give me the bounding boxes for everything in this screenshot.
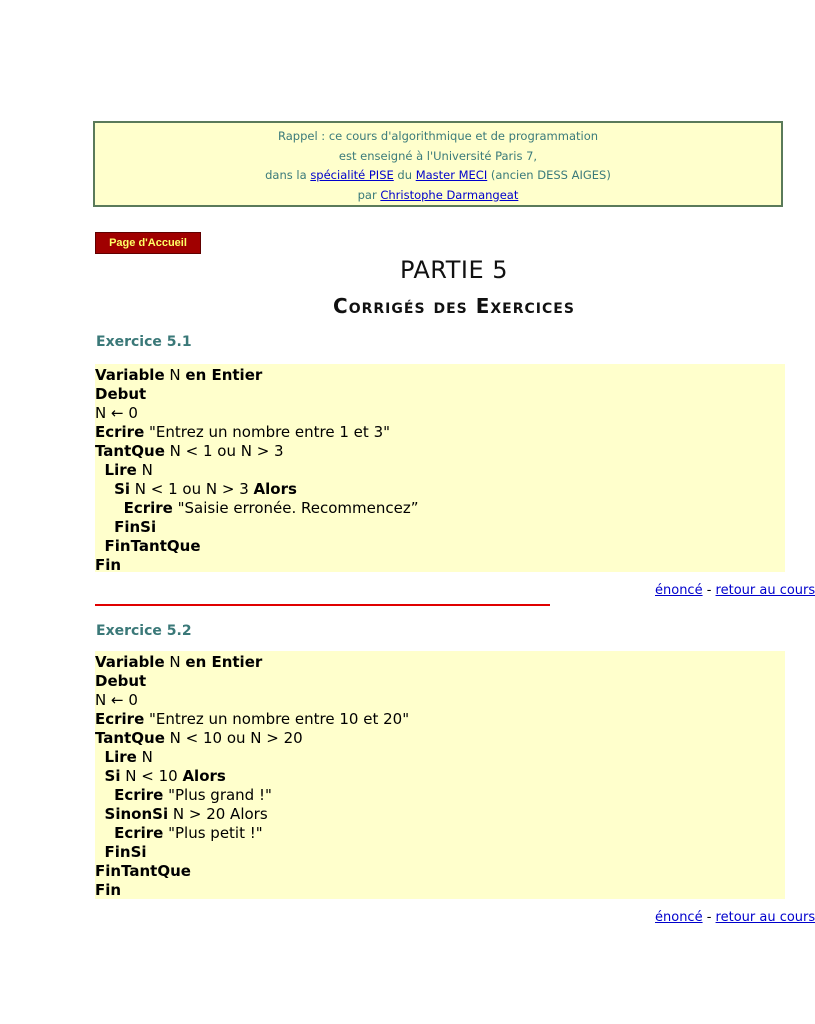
- code-keyword: Ecrire: [95, 423, 145, 441]
- code-line: [95, 385, 785, 404]
- code-text: N < 10: [120, 767, 183, 785]
- code-keyword: TantQue: [95, 442, 165, 460]
- code-block: [95, 651, 785, 899]
- code-line: [95, 748, 785, 767]
- exercise-nav: [655, 583, 815, 598]
- code-text: [95, 537, 105, 555]
- code-text: "Entrez un nombre entre 10 et 20": [144, 710, 410, 728]
- code-keyword: Alors: [182, 767, 226, 785]
- code-text: [95, 518, 114, 536]
- course-banner: [93, 121, 783, 207]
- enonce-link[interactable]: énoncé: [655, 910, 703, 925]
- code-keyword: Fin: [95, 881, 122, 899]
- page-subtitle: Corrigés des Exercices: [333, 294, 575, 318]
- home-page-button[interactable]: Page d'Accueil: [95, 232, 201, 254]
- code-text: [95, 805, 105, 823]
- author-link[interactable]: Christophe Darmangeat: [380, 187, 519, 202]
- code-keyword: Si: [114, 480, 131, 498]
- nav-separator: -: [702, 583, 716, 598]
- code-text: N: [136, 461, 153, 479]
- code-text: [95, 499, 124, 517]
- code-text: N: [164, 653, 186, 671]
- code-line: [95, 805, 785, 824]
- banner-line-3: [95, 166, 781, 186]
- code-text: [95, 748, 105, 766]
- code-line: [95, 672, 785, 691]
- code-keyword: FinTantQue: [104, 537, 201, 555]
- code-keyword: SinonSi: [104, 805, 169, 823]
- code-keyword: Si: [104, 767, 121, 785]
- code-keyword: en Entier: [185, 366, 263, 384]
- code-keyword: en Entier: [185, 653, 263, 671]
- code-line: [95, 691, 785, 710]
- code-keyword: TantQue: [95, 729, 165, 747]
- retour-cours-link[interactable]: retour au cours: [715, 583, 815, 598]
- code-block: [95, 364, 785, 572]
- exercise-title: Exercice 5.1: [96, 334, 192, 350]
- code-line: [95, 461, 785, 480]
- banner-text: par: [357, 187, 381, 202]
- code-keyword: Ecrire: [114, 786, 164, 804]
- code-keyword: FinSi: [104, 843, 147, 861]
- code-line: [95, 518, 785, 537]
- code-text: "Plus petit !": [163, 824, 263, 842]
- retour-cours-link[interactable]: retour au cours: [715, 910, 815, 925]
- pise-link[interactable]: spécialité PISE: [310, 168, 394, 182]
- code-text: N: [164, 366, 186, 384]
- code-keyword: Lire: [104, 748, 137, 766]
- code-line: [95, 862, 785, 881]
- code-text: N > 20 Alors: [168, 805, 268, 823]
- banner-text: (ancien DESS AIGES): [487, 168, 611, 182]
- code-line: [95, 767, 785, 786]
- code-keyword: Ecrire: [114, 824, 164, 842]
- code-keyword: FinSi: [114, 518, 157, 536]
- code-line: [95, 556, 785, 575]
- banner-text: dans la: [265, 168, 311, 182]
- code-line: [95, 710, 785, 729]
- code-line: [95, 729, 785, 748]
- code-text: N < 1 ou N > 3: [164, 442, 284, 460]
- code-text: [95, 480, 114, 498]
- banner-text: du: [393, 168, 416, 182]
- code-text: [95, 786, 114, 804]
- code-text: "Saisie erronée. Recommencez”: [172, 499, 419, 517]
- code-text: "Plus grand !": [163, 786, 272, 804]
- code-line: [95, 843, 785, 862]
- code-keyword: Fin: [95, 556, 122, 574]
- code-keyword: Debut: [95, 672, 147, 690]
- code-keyword: Lire: [104, 461, 137, 479]
- code-line: [95, 404, 785, 423]
- code-keyword: FinTantQue: [95, 862, 191, 880]
- exercise-title: Exercice 5.2: [96, 623, 192, 639]
- code-text: N ← 0: [95, 691, 138, 709]
- code-line: [95, 423, 785, 442]
- section-divider: [95, 604, 550, 606]
- code-text: "Entrez un nombre entre 1 et 3": [144, 423, 391, 441]
- code-line: [95, 537, 785, 556]
- code-text: [95, 843, 105, 861]
- page-title: PARTIE 5: [399, 256, 509, 284]
- code-text: [95, 824, 114, 842]
- banner-line-2: est enseigné à l'Université Paris 7,: [338, 148, 538, 163]
- code-text: [95, 461, 105, 479]
- code-keyword: Variable: [95, 366, 165, 384]
- code-keyword: Debut: [95, 385, 147, 403]
- exercise-nav: [655, 910, 815, 925]
- nav-separator: -: [702, 910, 716, 925]
- code-line: [95, 499, 785, 518]
- code-text: N: [136, 748, 153, 766]
- code-line: [95, 881, 785, 900]
- enonce-link[interactable]: énoncé: [655, 583, 703, 598]
- code-line: [95, 480, 785, 499]
- code-line: [95, 786, 785, 805]
- code-text: N < 1 ou N > 3: [130, 480, 254, 498]
- code-line: [95, 442, 785, 461]
- code-keyword: Alors: [253, 480, 297, 498]
- master-meci-link[interactable]: Master MECI: [415, 168, 488, 182]
- code-text: N ← 0: [95, 404, 138, 422]
- code-keyword: Variable: [95, 653, 165, 671]
- code-text: [95, 767, 105, 785]
- code-line: [95, 824, 785, 843]
- code-keyword: Ecrire: [123, 499, 173, 517]
- code-line: [95, 366, 785, 385]
- banner-line-4: [95, 186, 781, 206]
- code-line: [95, 653, 785, 672]
- code-text: N < 10 ou N > 20: [164, 729, 303, 747]
- code-keyword: Ecrire: [95, 710, 145, 728]
- banner-line-1: Rappel : ce cours d'algorithmique et de programmation: [277, 129, 599, 143]
